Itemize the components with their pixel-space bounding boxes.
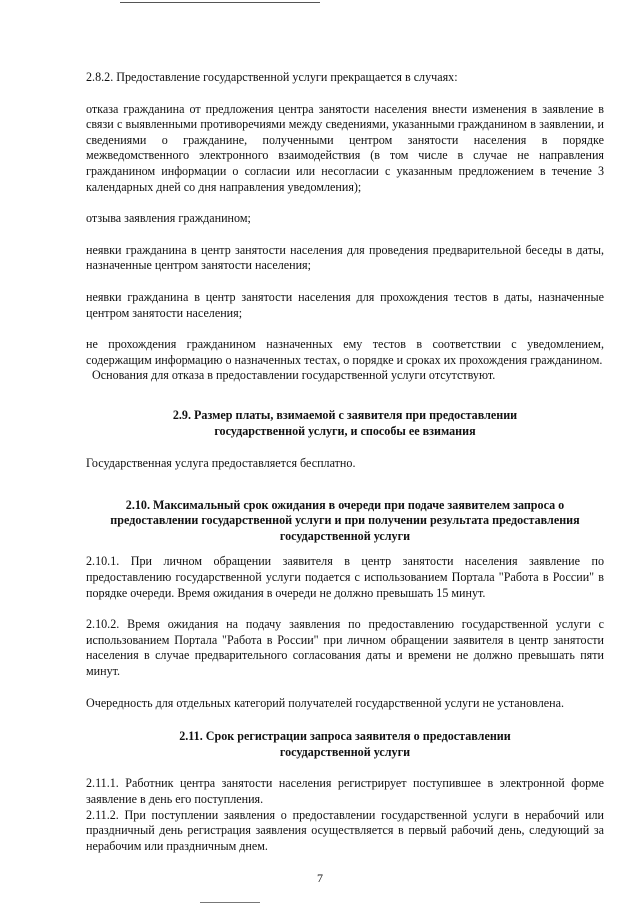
heading-2-10-line2: предоставлении государственной услуги и при получении результата предоставления [110, 513, 580, 528]
paragraph-queue-priority: Очередность для отдельных категорий получателей государственной услуги не установлена. [86, 695, 564, 710]
heading-2-11-line2: государственной услуги [279, 744, 411, 759]
paragraph-2-11-2: 2.11.2. При поступлении заявления о предоставлении государственной услуги в нерабочий или праздничный день регистрация заявления осуществляется в первый рабочий день, следующий за нерабочим или праздничным днем. [86, 807, 604, 853]
heading-2-11 [86, 729, 604, 760]
paragraph-2-10-2: 2.10.2. Время ожидания на подачу заявления по предоставлению государственной услуги с использованием Портала "Работа в России" при личном обращении заявителя в центр занятости населения в случае предварительного согласования даты и времени не должно превышать пяти минут. [86, 617, 604, 679]
list-item: отказа гражданина от предложения центра занятости населения внести изменения в заявление в связи с выявленными противоречиями между сведениями, указанными гражданином в заявлении, и сведениями о гражданине, полученными центром занятости населения в порядке межведомственного электронного взаимодействия (в том числе в случае не направления гражданином информации о согласии или несогласии с указанным предложением в течение 3 календарных дней со дня направления уведомления); [86, 101, 604, 194]
heading-2-10-line1: 2.10. Максимальный срок ожидания в очереди при подаче заявителем запроса о [125, 497, 565, 512]
list-item: неявки гражданина в центр занятости населения для проведения предварительной беседы в даты, назначенные центром занятости населения; [86, 242, 604, 273]
paragraph-2-8-2-intro: 2.8.2. Предоставление государственной услуги прекращается в случаях: [86, 70, 458, 84]
scan-top-line [120, 2, 320, 3]
paragraph-2-10-1: 2.10.1. При личном обращении заявителя в центр занятости населения заявление по предоставлению государственной услуги подается с использованием Портала "Работа в России" в порядке очереди. Время ожидания в очереди не должно превышать 15 минут. [86, 554, 604, 600]
paragraph-2-11-1: 2.11.1. Работник центра занятости населения регистрирует поступившее в электронной форме заявление в день его поступления. [86, 776, 604, 806]
list-item: не прохождения гражданином назначенных ему тестов в соответствии с уведомлением, содержащим информацию о назначенных тестах, о порядке и сроках их прохождения гражданином. [86, 337, 604, 367]
list-item: неявки гражданина в центр занятости населения для прохождения тестов в даты, назначенные центром занятости населения; [86, 289, 604, 320]
heading-2-10-line3: государственной услуги [279, 528, 411, 543]
heading-2-11-line1: 2.11. Срок регистрации запроса заявителя о предоставлении [179, 729, 511, 744]
heading-2-10 [86, 498, 604, 545]
paragraph-no-refusal: Основания для отказа в предоставлении государственной услуги отсутствуют. [92, 368, 496, 383]
heading-2-9-line2: государственной услуги, и способы ее взимания [214, 423, 476, 438]
paragraph-free-service: Государственная услуга предоставляется бесплатно. [86, 456, 356, 471]
heading-2-9-line1: 2.9. Размер платы, взимаемой с заявителя при предоставлении [172, 407, 518, 422]
heading-2-9 [86, 408, 604, 439]
list-item: отзыва заявления гражданином; [86, 211, 251, 226]
scan-bottom-line [200, 902, 260, 903]
page-content [86, 70, 604, 854]
page-number: 7 [317, 871, 323, 885]
